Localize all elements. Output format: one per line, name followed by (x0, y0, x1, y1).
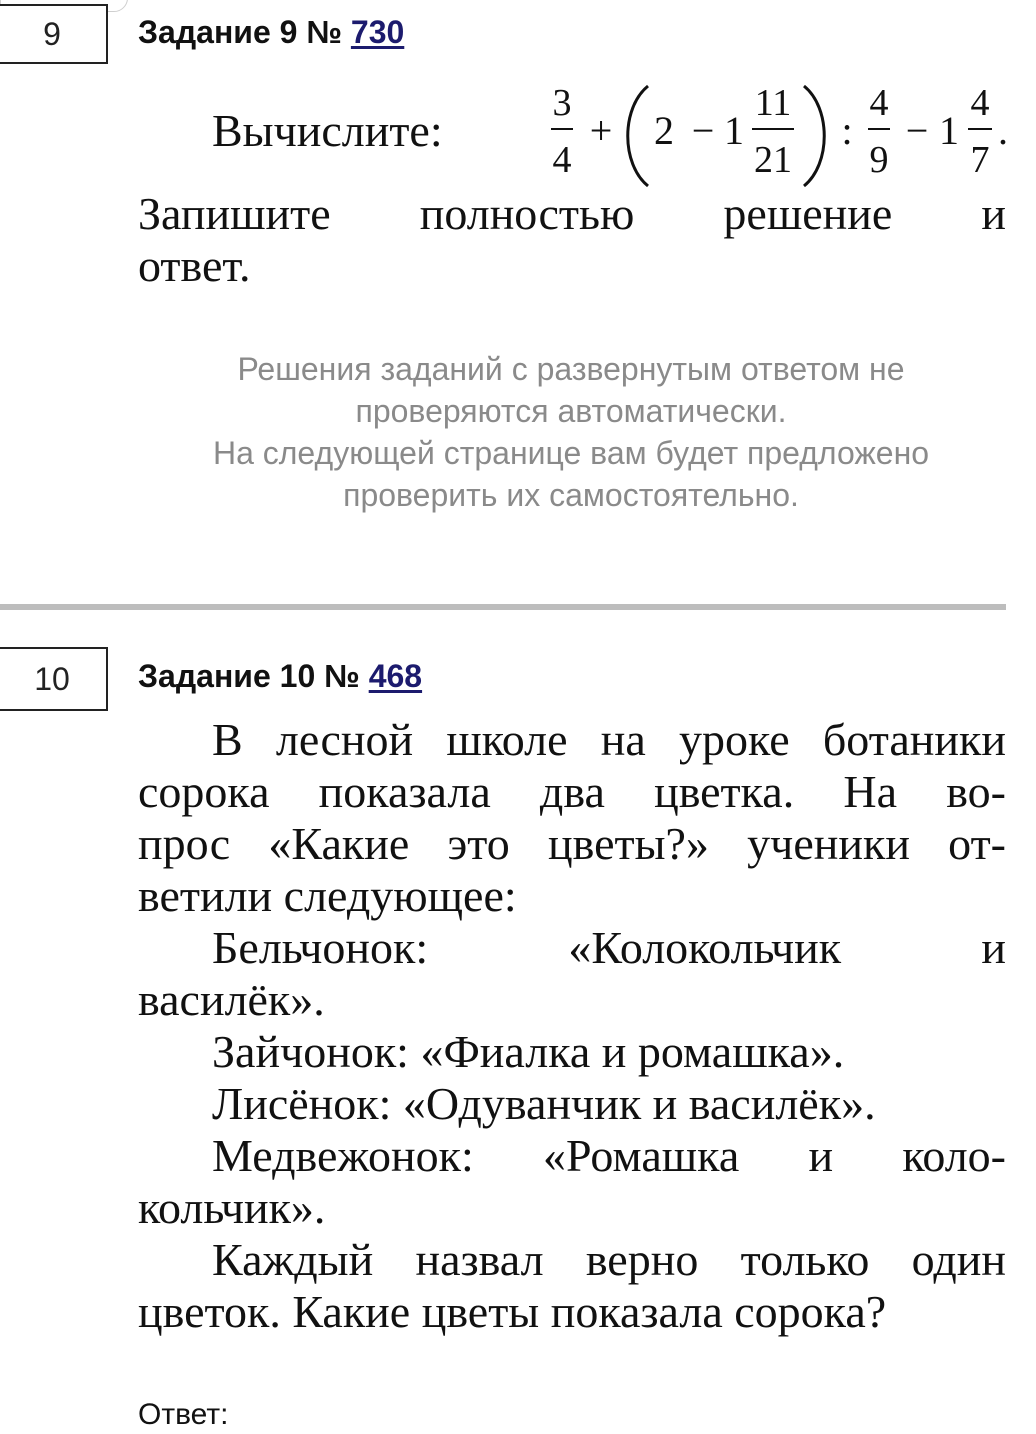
fraction-1-numerator: 3 (552, 82, 572, 124)
minus-sign-2: − (905, 108, 929, 153)
fraction-2-numerator: 11 (754, 82, 792, 124)
instruction-line-1: Запишите полностью решение и (138, 188, 1006, 239)
whole-part-2: 1 (939, 108, 959, 153)
division-colon: : (841, 108, 853, 153)
fraction-1-denominator: 4 (552, 139, 572, 181)
section-divider (0, 604, 1006, 610)
task-question-line: Каждый назвал верно только один (212, 1234, 1006, 1285)
task-text-line: ветили следующее: (138, 870, 517, 921)
left-parenthesis (628, 86, 648, 186)
answer-medvezhonok-cont: кольчик». (138, 1182, 326, 1233)
task-heading-9 (138, 14, 404, 51)
whole-part-1: 1 (724, 108, 744, 153)
answer-label: Ответ: (138, 1398, 229, 1431)
note-line-2: проверяются автоматически. (355, 393, 787, 429)
task-heading-10-prefix: Задание 10 № (138, 658, 369, 694)
note-line-4: проверить их самостоятельно. (343, 477, 799, 513)
fraction-4-numerator: 4 (970, 82, 990, 124)
fraction-3-numerator: 4 (869, 82, 889, 124)
task-text-line: сорока показала два цветка. На во- (138, 766, 1006, 817)
fraction-3-denominator: 9 (869, 139, 889, 181)
task-number-box-10 (0, 647, 108, 711)
task-link-468[interactable]: 468 (368, 658, 423, 694)
math-expression (548, 76, 1018, 192)
plus-sign: + (589, 108, 613, 153)
final-period: . (998, 108, 1008, 153)
task-link-730[interactable]: 730 (350, 14, 405, 50)
task-number-10: 10 (34, 660, 70, 697)
right-parenthesis (804, 86, 824, 186)
task-number-9: 9 (43, 15, 61, 52)
fraction-4-denominator: 7 (970, 139, 990, 181)
auto-check-note (118, 348, 1024, 516)
note-line-3: На следующей странице вам будет предложено (212, 435, 930, 471)
minus-sign-1: − (691, 108, 715, 153)
note-line-1: Решения заданий с развернутым ответом не (237, 351, 905, 387)
task-text-line: В лесной школе на уроке ботаники (212, 714, 1006, 765)
answer-zaychonok: Зайчонок: «Фиалка и ромашка». (212, 1026, 845, 1077)
instruction-line-2: ответ. (138, 240, 251, 291)
fraction-2-denominator: 21 (754, 139, 792, 181)
answer-belchonok-cont: василёк». (138, 974, 325, 1025)
calc-label: Вычислите: (212, 105, 443, 156)
task-question-line: цветок. Какие цветы показала сорока? (138, 1286, 887, 1337)
task-text-line: прос «Какие это цветы?» ученики от- (138, 818, 1006, 869)
answer-medvezhonok: Медвежонок: «Ромашка и коло- (212, 1130, 1006, 1181)
task-number-box-9 (0, 4, 108, 64)
answer-lisyonok: Лисёнок: «Одуванчик и василёк». (212, 1078, 876, 1129)
task-heading-9-prefix: Задание 9 № (138, 14, 351, 50)
task-heading-10 (138, 658, 422, 695)
digit-two: 2 (654, 108, 674, 153)
answer-belchonok: Бельчонок: «Колокольчик и (212, 922, 1006, 973)
